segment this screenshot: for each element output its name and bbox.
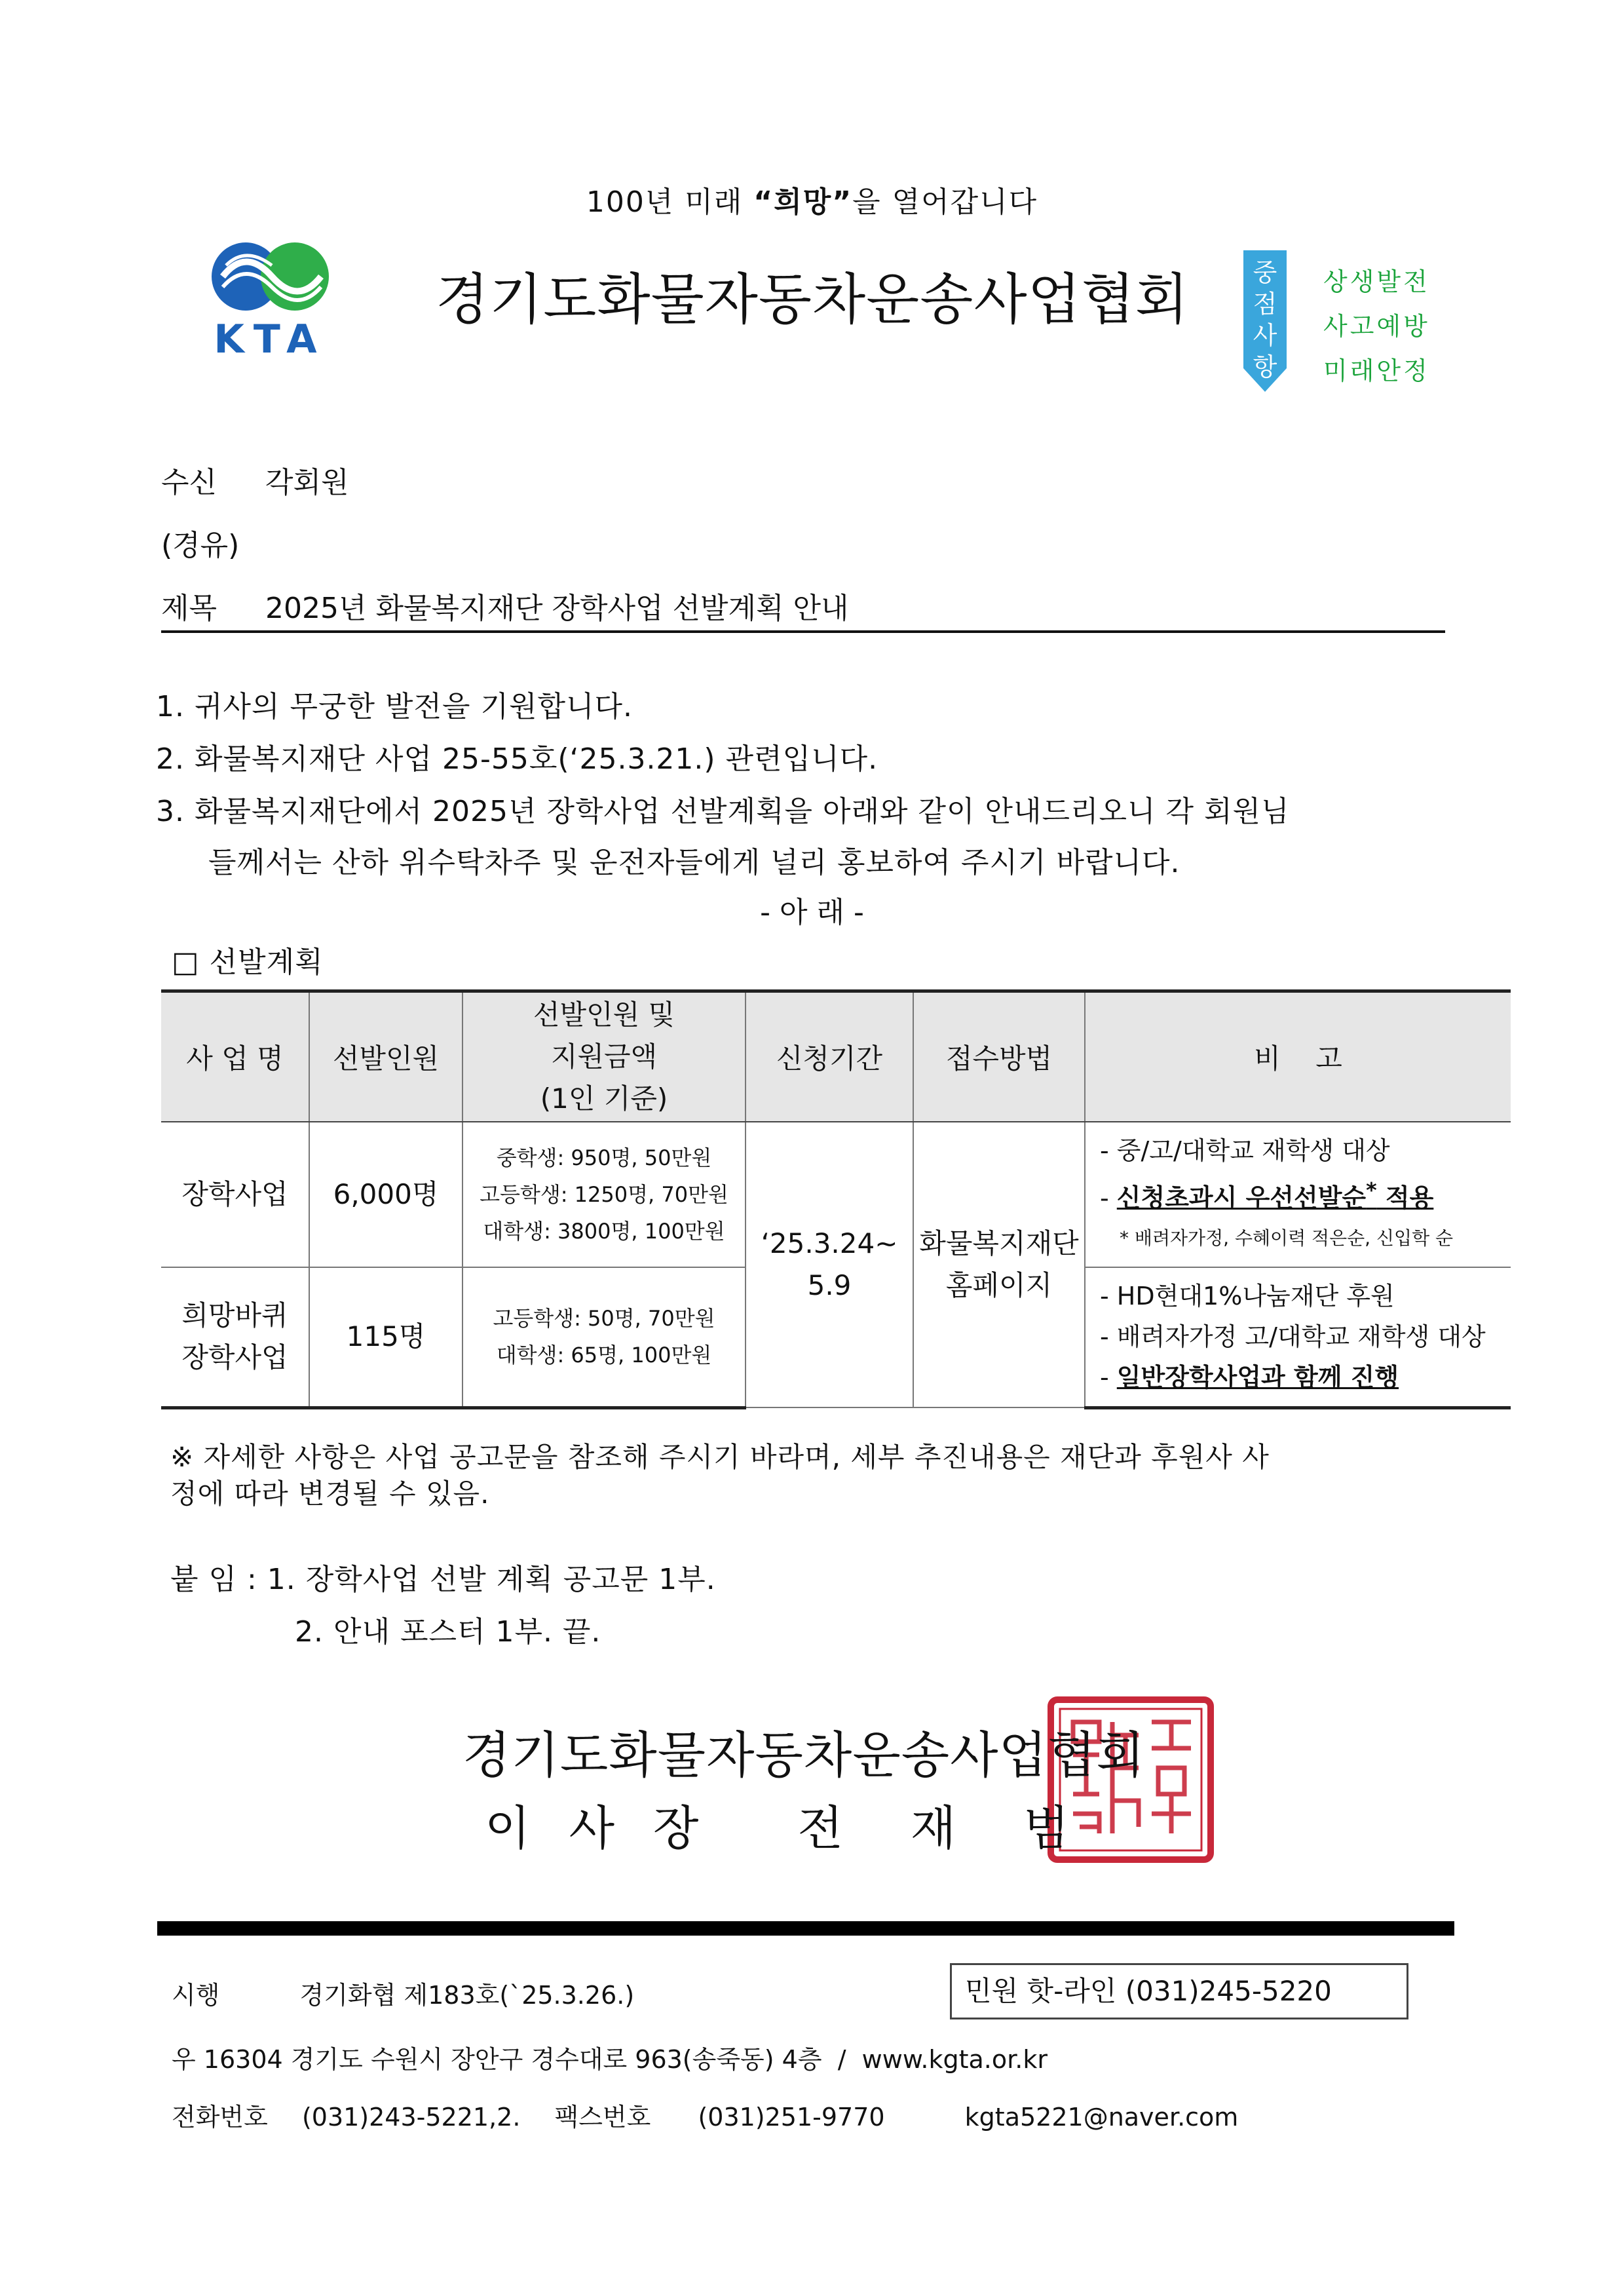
header-remarks: 비 고 xyxy=(1085,991,1511,1122)
program-name-line: 장학사업 xyxy=(181,1341,288,1374)
signature-org: 경기도화물자동차운송사업협회 xyxy=(463,1726,1145,1784)
program-detail xyxy=(463,1267,746,1407)
slogan-quote: “희망” xyxy=(753,185,853,219)
table-row xyxy=(161,1122,1511,1267)
subject-label: 제목 xyxy=(161,592,217,625)
priority-label xyxy=(1248,257,1282,383)
priority-item: 미래안정 xyxy=(1323,356,1430,385)
remark-footnote-mark: * xyxy=(1366,1179,1377,1203)
enforcement-label: 시행 xyxy=(172,1981,220,2010)
header-detail-line: (1인 기준) xyxy=(540,1082,668,1115)
notice-line: ※ 자세한 사항은 사업 공고문을 참조해 주시기 바라며, 세부 추진내용은 재단과 후원사 사 xyxy=(170,1441,1270,1473)
program-remarks xyxy=(1085,1267,1511,1407)
signature-name: 전 재 범 xyxy=(797,1801,1095,1856)
header-period: 신청기간 xyxy=(746,991,913,1122)
method-line: 화물복지재단 xyxy=(919,1227,1079,1259)
hotline-box: 민원 핫-라인 (031)245-5220 xyxy=(950,1963,1408,2019)
header-detail xyxy=(463,991,746,1122)
priority-char: 항 xyxy=(1253,353,1277,381)
header-detail-line: 지원금액 xyxy=(550,1041,658,1073)
application-method xyxy=(913,1122,1085,1407)
address-line: 우 16304 경기도 수원시 장안구 경수대로 963(송죽동) 4층 / www.kgta.or.kr xyxy=(172,2045,1048,2074)
via-line: (경유) xyxy=(161,529,240,562)
org-title: 경기도화물자동차운송사업협회 xyxy=(436,267,1190,332)
detail-line: 대학생: 65명, 100만원 xyxy=(496,1343,712,1368)
program-detail xyxy=(463,1122,746,1267)
program-name: 장학사업 xyxy=(161,1122,309,1267)
notice-line: 정에 따라 변경될 수 있음. xyxy=(170,1478,490,1510)
notice-text xyxy=(170,1439,1454,1512)
paragraph-1: 1. 귀사의 무궁한 발전을 기원합니다. xyxy=(156,690,633,723)
header-count: 선발인원 xyxy=(309,991,463,1122)
table-header-row xyxy=(161,991,1511,1122)
enforcement-line xyxy=(172,1975,634,2011)
attachment-2: 2. 안내 포스터 1부. 끝. xyxy=(295,1615,601,1649)
detail-line: 고등학생: 50명, 70만원 xyxy=(493,1306,715,1331)
below-heading: - 아 래 - xyxy=(760,896,864,929)
remark-line: - HD현대1%나눔재단 후원 xyxy=(1100,1282,1395,1311)
section-heading: □ 선발계획 xyxy=(172,946,324,979)
remark-line: - 일반장학사업과 함께 진행 xyxy=(1100,1363,1399,1392)
phone-value: (031)243-5221,2. xyxy=(301,2103,521,2132)
priority-char: 점 xyxy=(1253,290,1277,318)
application-period xyxy=(746,1122,913,1407)
paragraph-2: 2. 화물복지재단 사업 25-55호(‘25.3.21.) 관련입니다. xyxy=(156,742,878,776)
subject-divider xyxy=(161,630,1445,633)
period-line: ‘25.3.24~ xyxy=(761,1227,898,1259)
header-program: 사 업 명 xyxy=(161,991,309,1122)
program-remarks xyxy=(1085,1122,1511,1267)
recipient-line xyxy=(161,459,349,501)
header-method: 접수방법 xyxy=(913,991,1085,1122)
program-count: 115명 xyxy=(309,1267,463,1407)
priority-char: 중 xyxy=(1253,258,1277,287)
program-count: 6,000명 xyxy=(309,1122,463,1267)
attachment-1: 붙 임 : 1. 장학사업 선발 계획 공고문 1부. xyxy=(170,1563,716,1596)
kta-logo-icon xyxy=(197,229,347,360)
email-link[interactable]: kgta5221@naver.com xyxy=(964,2103,1239,2132)
priority-item: 사고예방 xyxy=(1323,312,1430,341)
paragraph-3-cont: 들께서는 산하 위수탁차주 및 운전자들에게 널리 홍보하여 주시기 바랍니다. xyxy=(208,846,1180,879)
paragraph-3: 3. 화물복지재단에서 2025년 장학사업 선발계획을 아래와 같이 안내드리오니 각 회원님 xyxy=(156,795,1290,828)
remark-line: - 중/고/대학교 재학생 대상 xyxy=(1100,1136,1390,1165)
recipient-label: 수신 xyxy=(161,466,217,499)
detail-line: 중학생: 950명, 50만원 xyxy=(496,1145,712,1170)
contact-line xyxy=(172,2097,1238,2133)
remark-line: - 배려자가정 고/대학교 재학생 대상 xyxy=(1100,1322,1486,1352)
priority-items xyxy=(1323,259,1430,393)
method-line: 홈페이지 xyxy=(945,1269,1053,1301)
slogan-text-end: 을 열어갑니다 xyxy=(852,185,1038,219)
logo-text: KTA xyxy=(214,316,326,360)
footer-divider xyxy=(157,1921,1454,1936)
remark-line: - 신청초과시 우선선발순* 적용 xyxy=(1100,1179,1434,1213)
recipient-value: 각회원 xyxy=(265,466,349,499)
remark-emphasis: 일반장학사업과 함께 진행 xyxy=(1116,1363,1399,1392)
slogan-text: 100년 미래 xyxy=(586,185,754,219)
priority-char: 사 xyxy=(1253,321,1277,350)
period-line: 5.9 xyxy=(807,1269,852,1301)
detail-line: 고등학생: 1250명, 70만원 xyxy=(480,1182,728,1207)
phone-label: 전화번호 xyxy=(172,2103,268,2132)
program-name xyxy=(161,1267,309,1407)
slogan xyxy=(0,178,1624,220)
subject-line xyxy=(161,584,849,626)
remark-footnote: * 배려자가정, 수혜이력 적은순, 신입학 순 xyxy=(1120,1227,1454,1250)
fax-label: 팩스번호 xyxy=(554,2103,651,2132)
priority-item: 상생발전 xyxy=(1323,267,1430,296)
enforcement-value: 경기화협 제183호(`25.3.26.) xyxy=(299,1981,635,2010)
remark-emphasis: 신청초과시 우선선발순 xyxy=(1116,1183,1367,1213)
program-name-line: 희망바퀴 xyxy=(181,1299,288,1332)
subject-value: 2025년 화물복지재단 장학사업 선발계획 안내 xyxy=(265,592,849,625)
signature-line xyxy=(485,1790,1095,1858)
signature-title: 이 사 장 xyxy=(485,1801,711,1856)
header-detail-line: 선발인원 및 xyxy=(533,999,675,1031)
detail-line: 대학생: 3800명, 100만원 xyxy=(483,1219,725,1244)
fax-value: (031)251-9770 xyxy=(698,2103,885,2132)
selection-plan-table xyxy=(161,989,1511,1409)
